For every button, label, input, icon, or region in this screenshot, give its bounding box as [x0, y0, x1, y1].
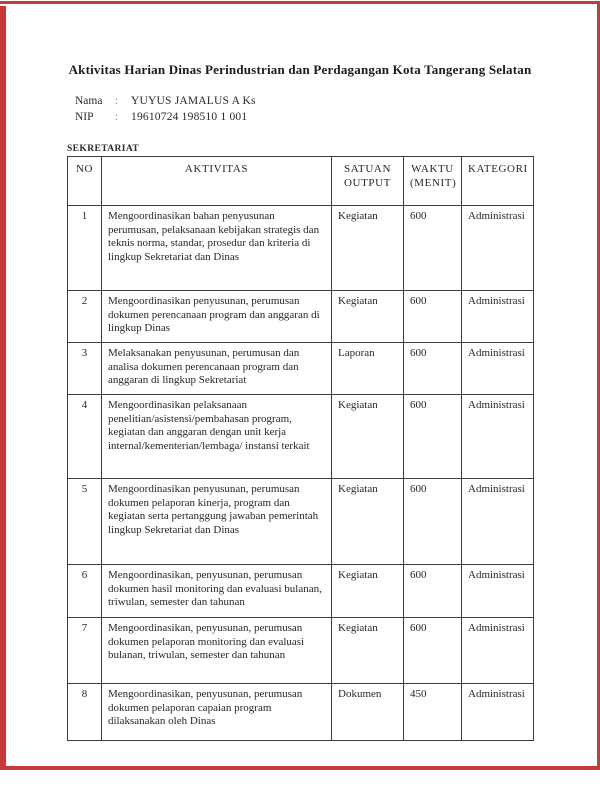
document-title: Aktivitas Harian Dinas Perindustrian dan Perdagangan Kota Tangerang Selatan	[68, 62, 532, 77]
field-value: YUYUS JAMALUS A Ks	[131, 95, 256, 107]
cell-kategori: Administrasi	[462, 684, 534, 741]
cell-waktu_menit: 600	[404, 618, 462, 684]
cell-kategori: Administrasi	[462, 395, 534, 479]
page-edge-top-accent	[0, 1, 600, 4]
table-row	[68, 291, 534, 343]
table-row	[68, 684, 534, 741]
cell-waktu_menit: 600	[404, 206, 462, 291]
page-edge-left-accent	[0, 6, 6, 766]
employee-meta	[75, 93, 256, 125]
column-header: AKTIVITAS	[102, 157, 332, 206]
table-header-row	[68, 157, 534, 206]
column-header: SATUAN OUTPUT	[332, 157, 404, 206]
column-header: KATEGORI	[462, 157, 534, 206]
cell-no: 8	[68, 684, 102, 741]
cell-no: 3	[68, 343, 102, 395]
cell-no: 7	[68, 618, 102, 684]
cell-satuan_output: Kegiatan	[332, 291, 404, 343]
cell-waktu_menit: 450	[404, 684, 462, 741]
cell-aktivitas: Melaksanakan penyusunan, perumusan dan analisa dokumen perencanaan program dan anggaran di lingkup Sekretariat	[102, 343, 332, 395]
page-edge-bottom-accent	[0, 766, 600, 770]
cell-aktivitas: Mengoordinasikan, penyusunan, perumusan dokumen pelaporan capaian program dilaksanakan oleh Dinas	[102, 684, 332, 741]
cell-waktu_menit: 600	[404, 565, 462, 618]
field-value: 19610724 198510 1 001	[131, 111, 248, 123]
field-label: Nama	[75, 95, 103, 107]
cell-no: 2	[68, 291, 102, 343]
table-row	[68, 479, 534, 565]
cell-waktu_menit: 600	[404, 479, 462, 565]
cell-aktivitas: Mengoordinasikan, penyusunan, perumusan dokumen pelaporan monitoring dan evaluasi bulanan, triwulan, semester dan tahunan	[102, 618, 332, 684]
cell-aktivitas: Mengoordinasikan pelaksanaan penelitian/asistensi/pembahasan program, kegiatan dan anggaran dengan unit kerja internal/kementerian/lembaga/ instansi terkait	[102, 395, 332, 479]
activities-table	[67, 156, 534, 741]
meta-field-nip	[75, 109, 256, 125]
cell-no: 1	[68, 206, 102, 291]
cell-waktu_menit: 600	[404, 291, 462, 343]
field-separator: :	[115, 95, 119, 107]
column-header: NO	[68, 157, 102, 206]
cell-no: 5	[68, 479, 102, 565]
cell-aktivitas: Mengoordinasikan bahan penyusunan perumusan, pelaksanaan kebijakan strategis dan teknis norma, standar, prosedur dan kriteria di lingkup Sekretariat dan Dinas	[102, 206, 332, 291]
cell-kategori: Administrasi	[462, 206, 534, 291]
cell-waktu_menit: 600	[404, 343, 462, 395]
section-heading: SEKRETARIAT	[67, 144, 140, 154]
cell-satuan_output: Kegiatan	[332, 618, 404, 684]
meta-field-nama	[75, 93, 256, 109]
cell-no: 4	[68, 395, 102, 479]
table-row	[68, 206, 534, 291]
table-row	[68, 565, 534, 618]
cell-kategori: Administrasi	[462, 565, 534, 618]
cell-no: 6	[68, 565, 102, 618]
table-row	[68, 618, 534, 684]
table-row	[68, 343, 534, 395]
cell-kategori: Administrasi	[462, 479, 534, 565]
table-row	[68, 395, 534, 479]
cell-satuan_output: Laporan	[332, 343, 404, 395]
field-separator: :	[115, 111, 119, 123]
cell-satuan_output: Kegiatan	[332, 479, 404, 565]
field-label: NIP	[75, 111, 94, 123]
cell-waktu_menit: 600	[404, 395, 462, 479]
cell-satuan_output: Kegiatan	[332, 395, 404, 479]
cell-aktivitas: Mengoordinasikan, penyusunan, perumusan dokumen hasil monitoring dan evaluasi bulanan, triwulan, semester dan tahunan	[102, 565, 332, 618]
cell-aktivitas: Mengoordinasikan penyusunan, perumusan dokumen pelaporan kinerja, program dan kegiatan serta pertanggung jawaban pemerintah lingkup Sekretariat dan Dinas	[102, 479, 332, 565]
cell-satuan_output: Dokumen	[332, 684, 404, 741]
cell-kategori: Administrasi	[462, 291, 534, 343]
cell-kategori: Administrasi	[462, 343, 534, 395]
cell-satuan_output: Kegiatan	[332, 206, 404, 291]
column-header: WAKTU (MENIT)	[404, 157, 462, 206]
cell-satuan_output: Kegiatan	[332, 565, 404, 618]
cell-aktivitas: Mengoordinasikan penyusunan, perumusan dokumen perencanaan program dan anggaran di lingkup Dinas	[102, 291, 332, 343]
cell-kategori: Administrasi	[462, 618, 534, 684]
